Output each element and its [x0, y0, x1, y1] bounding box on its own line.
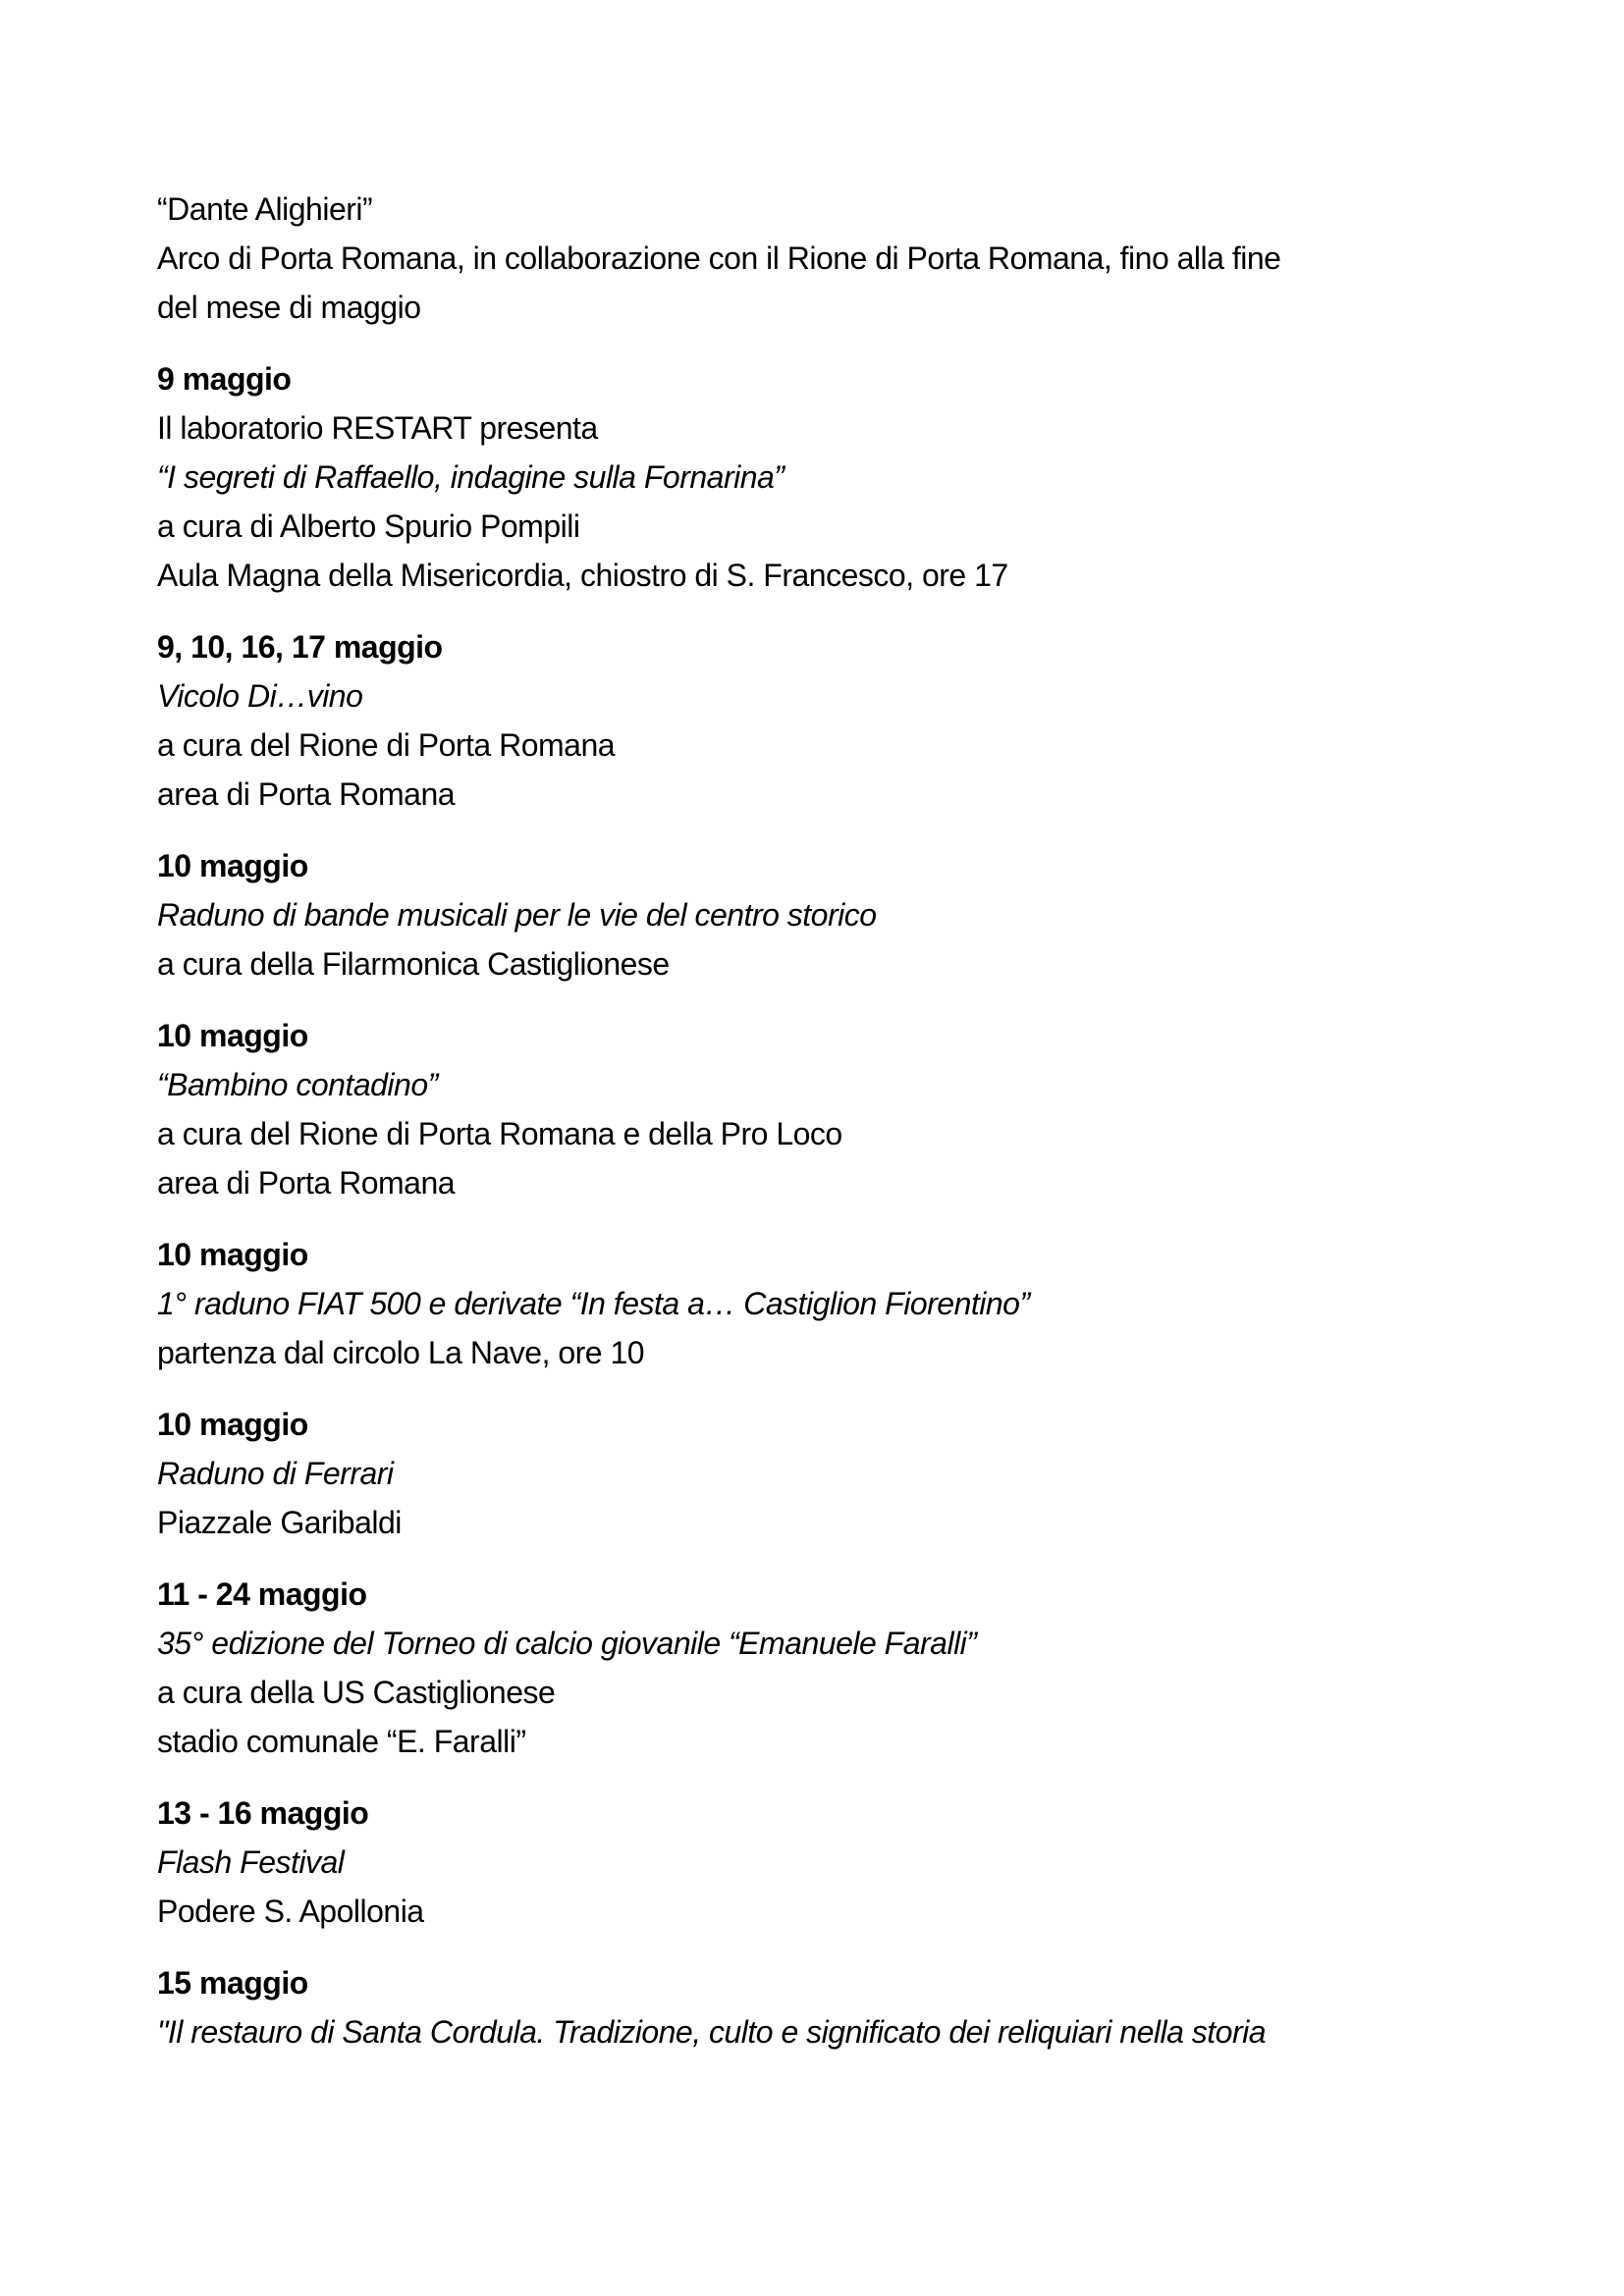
event-date-heading: 15 maggio: [157, 1965, 308, 2001]
event-detail-line: a cura della US Castiglionese: [157, 1675, 556, 1710]
event-date-heading: 10 maggio: [157, 1407, 308, 1442]
event-date-heading: 9 maggio: [157, 361, 292, 397]
event-title-line: Vicolo Di…vino: [157, 678, 363, 714]
event-detail-line: stadio comunale “E. Faralli”: [157, 1724, 526, 1759]
event-section: [157, 1011, 1565, 1207]
event-detail-line: “Dante Alighieri”: [157, 191, 373, 227]
event-date-heading: 10 maggio: [157, 1018, 308, 1053]
event-title-line: 1° raduno FIAT 500 e derivate “In festa a… Castiglion Fiorentino”: [157, 1286, 1030, 1321]
event-section: [157, 1570, 1565, 1766]
event-detail-line: Il laboratorio RESTART presenta: [157, 410, 598, 446]
event-title-line: Raduno di Ferrari: [157, 1456, 394, 1491]
event-title-line: “Bambino contadino”: [157, 1067, 438, 1102]
event-detail-line: area di Porta Romana: [157, 1165, 456, 1201]
event-detail-line: Aula Magna della Misericordia, chiostro di S. Francesco, ore 17: [157, 558, 1008, 593]
event-section: [157, 841, 1565, 988]
event-detail-line: a cura del Rione di Porta Romana e della Pro Loco: [157, 1116, 842, 1151]
event-section: [157, 1400, 1565, 1547]
events-list: [157, 185, 1565, 2056]
event-date-heading: 13 - 16 maggio: [157, 1795, 369, 1831]
event-section: [157, 622, 1565, 819]
event-detail-line: a cura del Rione di Porta Romana: [157, 727, 616, 763]
event-section: [157, 1230, 1565, 1377]
event-section: [157, 354, 1565, 600]
event-detail-line: Podere S. Apollonia: [157, 1894, 424, 1929]
event-title-line: “I segreti di Raffaello, indagine sulla Fornarina”: [157, 459, 785, 495]
event-date-heading: 9, 10, 16, 17 maggio: [157, 629, 443, 665]
event-detail-line: a cura della Filarmonica Castiglionese: [157, 946, 670, 982]
intro-paragraph: [157, 185, 1565, 332]
event-detail-line: partenza dal circolo La Nave, ore 10: [157, 1335, 645, 1370]
event-section: [157, 1958, 1565, 2056]
event-date-heading: 11 - 24 maggio: [157, 1576, 367, 1612]
event-title-line: Flash Festival: [157, 1844, 345, 1880]
event-title-line: 35° edizione del Torneo di calcio giovanile “Emanuele Faralli”: [157, 1626, 977, 1661]
event-title-line: "Il restauro di Santa Cordula. Tradizione, culto e significato dei reliquiari nella storia: [157, 2014, 1267, 2050]
event-detail-line: Piazzale Garibaldi: [157, 1505, 402, 1540]
event-detail-line: Arco di Porta Romana, in collaborazione con il Rione di Porta Romana, fino alla fine: [157, 240, 1281, 276]
event-section: [157, 1789, 1565, 1936]
event-detail-line: area di Porta Romana: [157, 776, 456, 812]
event-detail-line: del mese di maggio: [157, 290, 421, 325]
event-date-heading: 10 maggio: [157, 1237, 308, 1272]
event-detail-line: a cura di Alberto Spurio Pompili: [157, 508, 580, 544]
event-date-heading: 10 maggio: [157, 848, 308, 883]
event-title-line: Raduno di bande musicali per le vie del centro storico: [157, 897, 877, 933]
